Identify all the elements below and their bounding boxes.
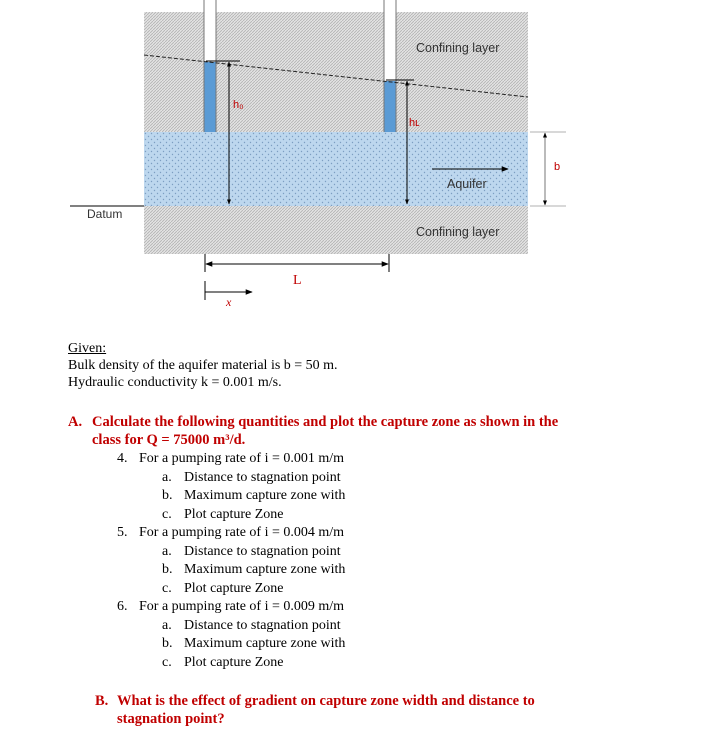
given-bulk-density: Bulk density of the aquifer material is b = 50 m. xyxy=(68,358,338,373)
well-right xyxy=(384,0,396,132)
x-label: x xyxy=(226,295,232,309)
rate-group xyxy=(117,450,617,524)
question-a-line1: Calculate the following quantities and plot the capture zone as shown in the xyxy=(92,414,559,430)
item-letter: c. xyxy=(162,506,172,522)
question-a-marker: A. xyxy=(68,414,83,430)
rate-number: 5. xyxy=(117,525,128,540)
given-heading: Given: xyxy=(68,341,107,356)
hl-label: hʟ xyxy=(409,117,420,129)
given-hydraulic-conductivity: Hydraulic conductivity k = 0.001 m/s. xyxy=(68,375,282,390)
item-text: Plot capture Zone xyxy=(184,654,284,670)
rate-text: For a pumping rate of i = 0.001 m/m xyxy=(139,451,345,466)
item-letter: c. xyxy=(162,654,172,670)
item-letter: b. xyxy=(162,488,173,503)
rate-group xyxy=(117,524,617,598)
top-confining-label: Confining layer xyxy=(416,41,500,55)
rate-group xyxy=(117,598,617,672)
item-letter: b. xyxy=(162,562,173,577)
item-letter: b. xyxy=(162,636,173,651)
rate-number: 4. xyxy=(117,451,128,466)
item-text: Maximum capture zone with xyxy=(184,636,346,651)
L-label: L xyxy=(293,273,302,288)
item-text: Plot capture Zone xyxy=(184,580,284,596)
item-letter: a. xyxy=(162,617,172,633)
rate-text: For a pumping rate of i = 0.004 m/m xyxy=(139,525,345,540)
well-left xyxy=(204,0,216,132)
item-text: Distance to stagnation point xyxy=(184,543,341,559)
datum-label: Datum xyxy=(87,207,123,221)
item-letter: c. xyxy=(162,580,172,596)
question-b xyxy=(95,692,615,728)
question-a xyxy=(68,413,628,449)
top-confining-layer xyxy=(144,12,528,132)
item-text: Maximum capture zone with xyxy=(184,488,346,503)
rate-number: 6. xyxy=(117,599,128,614)
bottom-confining-label: Confining layer xyxy=(416,225,500,239)
b-label: b xyxy=(554,161,561,173)
item-letter: a. xyxy=(162,543,172,559)
aquifer-label: Aquifer xyxy=(447,177,487,191)
given-section xyxy=(68,340,338,391)
question-a-list xyxy=(117,450,617,672)
question-b-marker: B. xyxy=(95,693,109,709)
item-text: Plot capture Zone xyxy=(184,506,284,522)
item-text: Distance to stagnation point xyxy=(184,617,341,633)
question-a-line2: class for Q = 75000 m³/d. xyxy=(92,432,246,448)
item-text: Maximum capture zone with xyxy=(184,562,346,577)
question-b-line1: What is the effect of gradient on capture zone width and distance to xyxy=(117,693,535,709)
rate-text: For a pumping rate of i = 0.009 m/m xyxy=(139,599,345,614)
aquifer-diagram xyxy=(0,0,714,330)
question-b-line2: stagnation point? xyxy=(117,711,225,727)
item-letter: a. xyxy=(162,469,172,485)
h0-label: h₀ xyxy=(233,99,244,111)
item-text: Distance to stagnation point xyxy=(184,469,341,485)
